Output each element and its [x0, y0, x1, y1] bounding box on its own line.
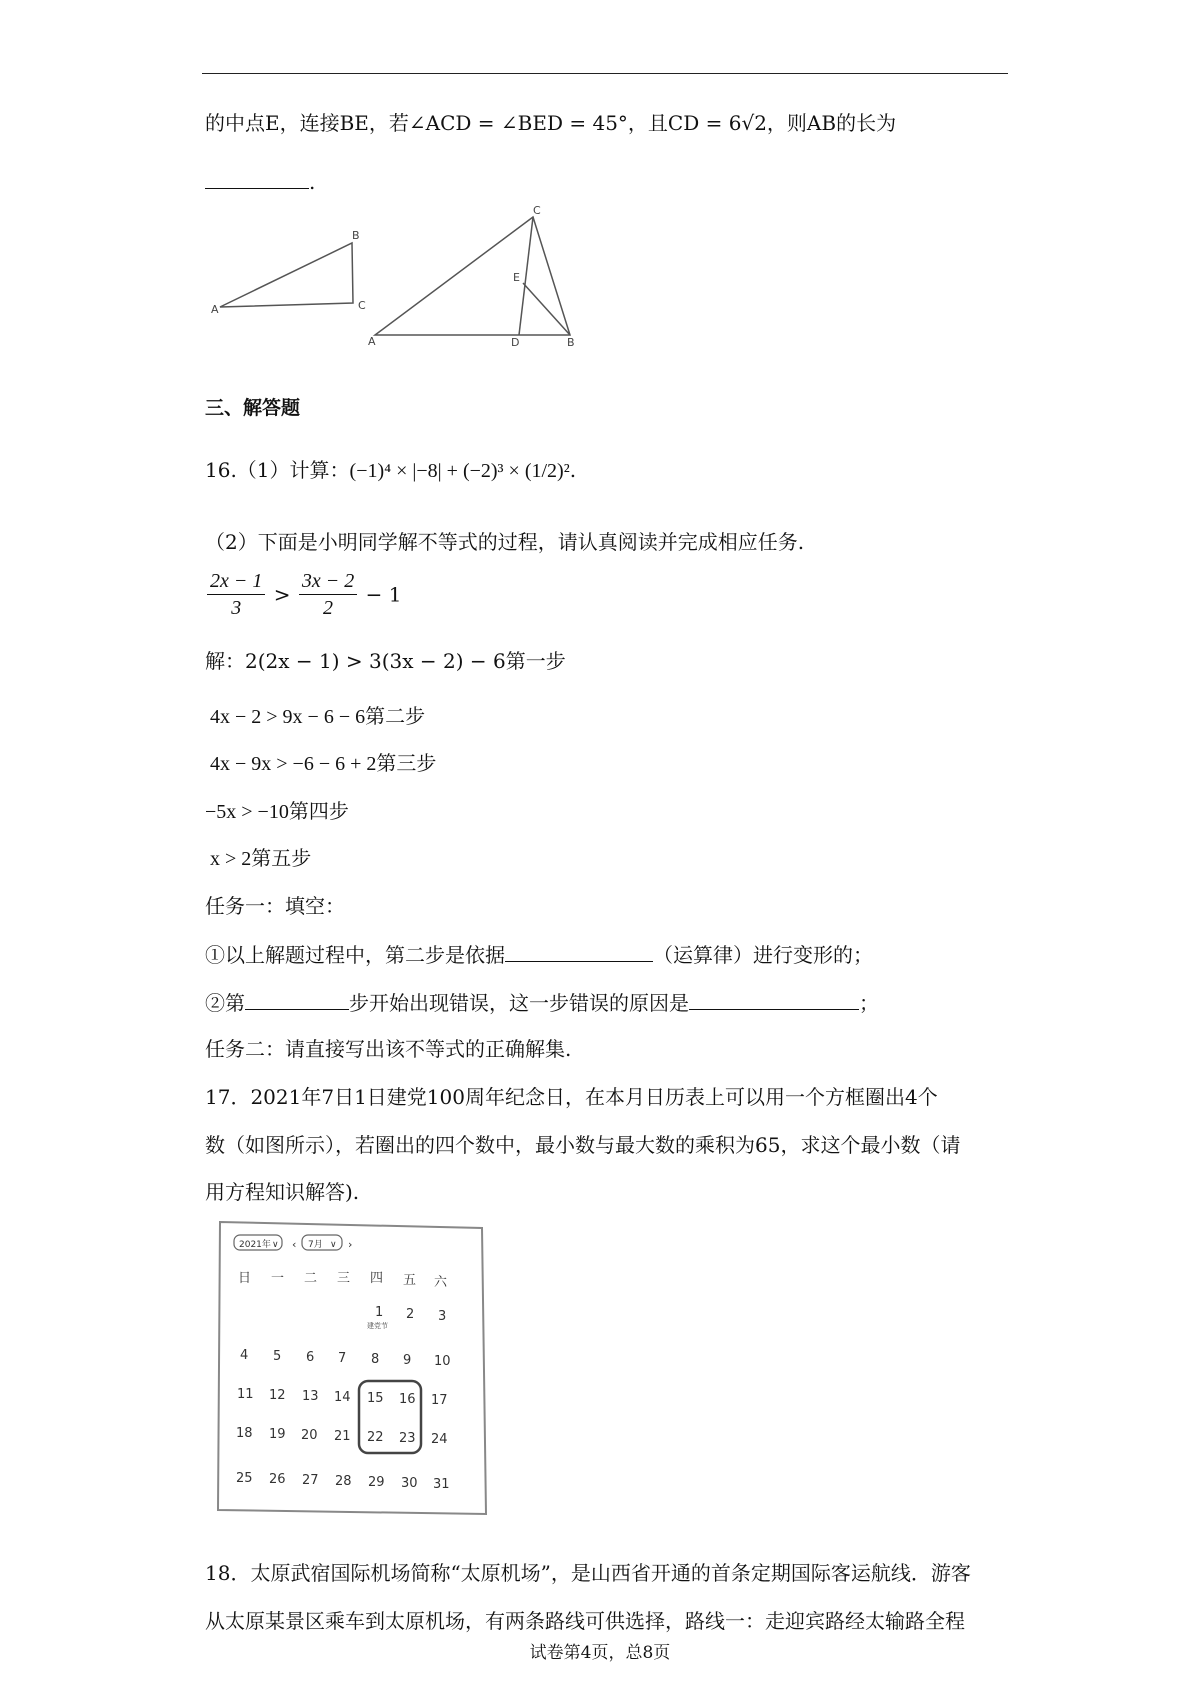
calendar-day[interactable]: 26 — [269, 1472, 286, 1487]
calendar-day[interactable]: 15 — [367, 1391, 384, 1406]
fig-left-label-a: A — [211, 303, 219, 316]
inequality-left-fraction — [207, 568, 265, 621]
q15-line1-text: 的中点E，连接BE，若∠ACD = ∠BED = 45°，且CD = 6√2，则AB的长为 — [205, 111, 897, 135]
calendar-day[interactable]: 11 — [237, 1387, 254, 1402]
weekday-fri: 五 — [403, 1273, 417, 1288]
weekday-mon: 一 — [271, 1271, 285, 1286]
calendar-day[interactable]: 23 — [399, 1431, 416, 1446]
calendar-day[interactable]: 5 — [273, 1349, 282, 1364]
inequality-tail: − 1 — [365, 582, 402, 607]
calendar-day[interactable]: 31 — [433, 1477, 450, 1492]
calendar-day[interactable]: 16 — [399, 1392, 416, 1407]
month-chevron-icon: ∨ — [330, 1240, 337, 1250]
calendar-day[interactable]: 30 — [401, 1476, 418, 1491]
q17-line2: 数（如图所示），若圈出的四个数中，最小数与最大数的乘积为65，求这个最小数（请 — [205, 1133, 961, 1157]
calendar-day[interactable]: 19 — [269, 1427, 286, 1442]
task1-item2-text-b: 步开始出现错误，这一步错误的原因是 — [349, 991, 689, 1015]
calendar-day[interactable]: 28 — [335, 1474, 352, 1489]
fig-right-label-b: B — [567, 336, 575, 349]
fig-right-label-d: D — [511, 336, 520, 349]
q15-text-line2 — [205, 166, 315, 197]
section-heading: 三、解答题 — [205, 397, 301, 419]
fig-left-label-c: C — [358, 299, 366, 312]
next-month-icon[interactable]: › — [348, 1238, 353, 1251]
calendar-day[interactable]: 1 — [375, 1305, 384, 1320]
weekday-tue: 二 — [304, 1271, 318, 1286]
calendar-day[interactable]: 22 — [367, 1430, 384, 1445]
calendar-day[interactable]: 29 — [368, 1475, 385, 1490]
q15-period: . — [309, 170, 316, 194]
calendar-day[interactable]: 25 — [236, 1471, 253, 1486]
calendar-day[interactable]: 10 — [434, 1354, 451, 1369]
holiday-label: 建党节 — [367, 1322, 388, 1330]
step-2-expression: 4x − 2 > 9x − 6 − 6 — [210, 706, 366, 728]
answer-blank-law[interactable] — [505, 939, 653, 962]
calendar-day[interactable]: 14 — [334, 1390, 351, 1405]
weekday-wed: 三 — [337, 1271, 351, 1286]
q16-part1-expression: (−1)⁴ × |−8| + (−2)³ × (1/2)² — [349, 460, 570, 482]
solution-step-2 — [210, 701, 425, 732]
year-select-label: 2021年 — [239, 1240, 271, 1250]
task1-title: 任务一：填空： — [205, 894, 345, 918]
calendar-day[interactable]: 27 — [302, 1473, 319, 1488]
task1-item1-text-b: （运算律）进行变形的； — [653, 943, 873, 967]
step-5-expression: x > 2 — [210, 848, 252, 870]
answer-blank-reason[interactable] — [689, 987, 859, 1010]
q18-line1: 18．太原武宿国际机场简称“太原机场”，是山西省开通的首条定期国际客运航线．游客 — [205, 1561, 971, 1585]
q18-line2: 从太原某景区乘车到太原机场，有两条路线可供选择，路线一：走迎宾路经太输路全程 — [205, 1609, 965, 1633]
calendar-day[interactable]: 12 — [269, 1388, 286, 1403]
calendar-figure — [212, 1218, 494, 1518]
fig-right-label-e: E — [513, 271, 520, 284]
weekday-thu: 四 — [370, 1271, 384, 1286]
task1-item2-text-c: ； — [859, 991, 879, 1015]
step-5-label: 第五步 — [251, 846, 312, 870]
q15-figure — [200, 205, 600, 355]
q16-part1: 16.（1）计算：(−1)⁴ × |−8| + (−2)³ × (1/2)². — [205, 458, 577, 482]
fig-left-label-b: B — [352, 229, 360, 242]
step-3-expression: 4x − 9x > −6 − 6 + 2 — [210, 753, 377, 775]
calendar-day[interactable]: 3 — [438, 1309, 447, 1324]
calendar-day[interactable]: 2 — [406, 1307, 415, 1322]
month-select-label: 7月 — [308, 1240, 323, 1250]
inequality-right-fraction — [299, 568, 357, 621]
segment-be — [523, 283, 570, 335]
task1-item2 — [205, 987, 879, 1018]
step-1-label: 第一步 — [505, 649, 566, 673]
calendar-day[interactable]: 18 — [236, 1426, 253, 1441]
calendar-day[interactable]: 20 — [301, 1428, 318, 1443]
task1-item1-text-a: ①以上解题过程中，第二步是依据 — [205, 943, 505, 967]
step-3-label: 第三步 — [376, 751, 437, 775]
calendar-day[interactable]: 9 — [403, 1353, 412, 1368]
triangle-abc-right — [375, 217, 570, 335]
left-numerator: 2x − 1 — [207, 568, 265, 595]
calendar-day[interactable]: 13 — [302, 1389, 319, 1404]
left-denominator: 3 — [231, 597, 242, 619]
page-footer: 试卷第4页，总8页 — [529, 1643, 671, 1663]
q17-line3: 用方程知识解答). — [205, 1180, 360, 1204]
inequality — [205, 568, 401, 621]
greater-than-sign: > — [273, 582, 291, 607]
calendar-day[interactable]: 6 — [306, 1350, 315, 1365]
segment-cd — [519, 217, 533, 335]
solution-step-3 — [210, 748, 436, 779]
task1-item2-text-a: ②第 — [205, 991, 245, 1015]
calendar-day[interactable]: 4 — [240, 1348, 249, 1363]
task1-item1 — [205, 939, 873, 970]
calendar-day[interactable]: 21 — [334, 1429, 351, 1444]
q16-part2-intro: （2）下面是小明同学解不等式的过程，请认真阅读并完成相应任务. — [205, 530, 805, 554]
q17-line1: 17．2021年7日1日建党100周年纪念日，在本月日历表上可以用一个方框圈出4个 — [205, 1085, 938, 1109]
q15-text-line1 — [205, 108, 896, 138]
step-4-expression: −5x > −10 — [205, 801, 289, 823]
calendar-day[interactable]: 17 — [431, 1393, 448, 1408]
right-numerator: 3x − 2 — [299, 568, 357, 595]
right-denominator: 2 — [323, 597, 334, 619]
year-chevron-icon: ∨ — [272, 1240, 279, 1250]
solution-step-5 — [210, 843, 311, 874]
step-2-label: 第二步 — [365, 704, 426, 728]
weekday-sat: 六 — [434, 1275, 448, 1290]
task2: 任务二：请直接写出该不等式的正确解集. — [205, 1037, 572, 1061]
calendar-day[interactable]: 8 — [371, 1352, 380, 1367]
fig-right-label-c: C — [533, 205, 541, 217]
answer-blank-step[interactable] — [245, 987, 349, 1010]
solution-step-4 — [205, 796, 349, 827]
calendar-day[interactable]: 7 — [338, 1351, 347, 1366]
header-rule — [202, 73, 1008, 74]
answer-blank-q15[interactable] — [205, 166, 309, 189]
triangle-abc-left — [220, 243, 353, 307]
step-1-expression: 解：2(2x − 1) > 3(3x − 2) − 6 — [205, 649, 506, 673]
calendar-day[interactable]: 24 — [431, 1432, 448, 1447]
fig-right-label-a: A — [368, 335, 376, 348]
q16-part1-prefix: 16.（1）计算： — [205, 458, 350, 482]
weekday-sun: 日 — [238, 1271, 252, 1286]
step-4-label: 第四步 — [288, 799, 349, 823]
solution-step-1 — [205, 646, 566, 676]
prev-month-icon[interactable]: ‹ — [292, 1238, 297, 1251]
